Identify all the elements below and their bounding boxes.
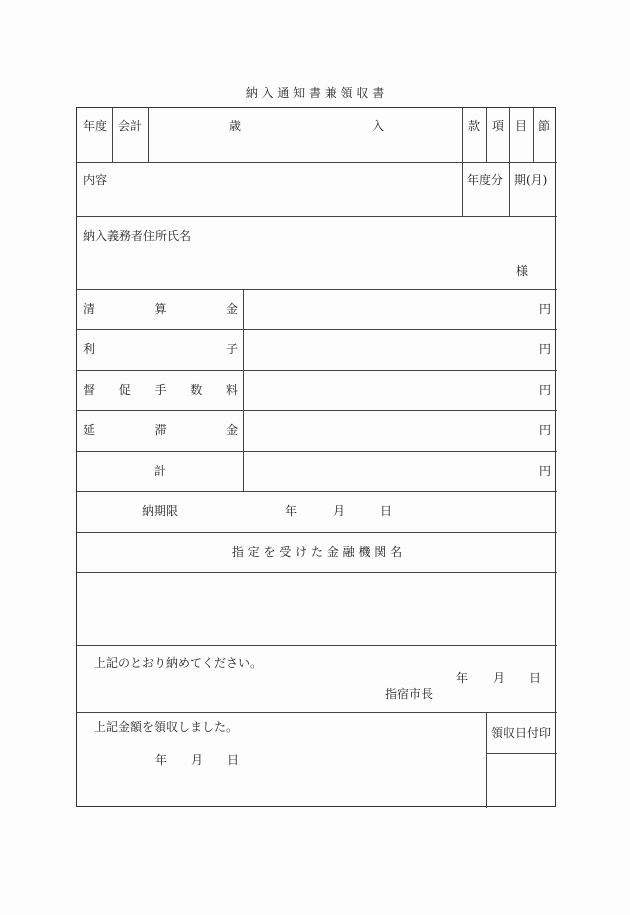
amount-unit: 円 (539, 423, 552, 437)
naiyou-label: 内容 (83, 173, 108, 187)
receipt-day: 日 (227, 753, 240, 767)
form-frame (76, 107, 556, 807)
receipt-stamp-area (487, 754, 556, 807)
amount-unit: 円 (539, 383, 552, 397)
bank-label: 指 定 を 受 け た 金 融 機 関 名 (231, 545, 403, 559)
row-divider (77, 532, 557, 533)
ki-tsuki-label: 期(月) (514, 173, 548, 187)
header-sainyu-left: 歳 (229, 119, 242, 133)
header-nendo: 年度 (83, 119, 108, 133)
col-divider (533, 108, 534, 162)
amount-char: 手 (154, 383, 167, 397)
header-setsu: 節 (538, 119, 551, 133)
row-divider (77, 370, 557, 371)
header-kou: 項 (492, 119, 505, 133)
deadline-year: 年 (285, 504, 298, 518)
amount-char: 延 (83, 423, 96, 437)
amount-char: 子 (225, 342, 238, 356)
deadline-month: 月 (333, 504, 346, 518)
amount-char: 料 (225, 383, 238, 397)
amount-unit: 円 (539, 464, 552, 478)
amount-label-tokusoku (83, 383, 238, 397)
row-divider (77, 712, 557, 713)
header-moku: 目 (515, 119, 528, 133)
notice-month: 月 (493, 671, 506, 685)
row-divider (77, 645, 557, 646)
row-divider (77, 162, 557, 163)
amount-char: 算 (154, 302, 167, 316)
form-title: 納 入 通 知 書 兼 領 収 書 (245, 86, 385, 100)
amount-char: 督 (83, 383, 96, 397)
col-divider (486, 108, 487, 162)
col-divider (509, 108, 510, 216)
amount-char: 滞 (154, 423, 167, 437)
amount-label-entaikin (83, 423, 238, 437)
row-divider (77, 216, 557, 217)
notice-day: 日 (529, 671, 542, 685)
receipt-year: 年 (155, 753, 168, 767)
amount-char: 促 (118, 383, 131, 397)
amount-label-seisankin (83, 302, 238, 316)
amount-unit: 円 (539, 302, 552, 316)
payer-label: 納入義務者住所氏名 (83, 229, 192, 243)
amount-char: 金 (225, 423, 238, 437)
receipt-month: 月 (191, 753, 204, 767)
receipt-stamp-label: 領収日付印 (491, 726, 552, 740)
header-kaikei: 会計 (118, 119, 143, 133)
amount-label-kei: 計 (154, 464, 167, 478)
receipt-message: 上記金額を領収しました。 (94, 720, 239, 734)
amount-unit: 円 (539, 342, 552, 356)
row-divider (77, 329, 557, 330)
notice-message: 上記のとおり納めてください。 (94, 656, 263, 670)
row-divider (77, 572, 557, 573)
col-divider (148, 108, 149, 162)
row-divider (77, 491, 557, 492)
payer-honorific: 様 (516, 264, 529, 278)
deadline-label: 納期限 (142, 504, 179, 518)
header-sainyu-right: 入 (372, 119, 385, 133)
col-divider (243, 289, 244, 491)
header-kan: 款 (468, 119, 481, 133)
row-divider (77, 289, 557, 290)
amount-label-rishi (83, 342, 238, 356)
nendobun-label: 年度分 (467, 173, 504, 187)
amount-char: 利 (83, 342, 96, 356)
notice-year: 年 (456, 671, 469, 685)
col-divider (462, 108, 463, 216)
amount-char: 数 (190, 383, 203, 397)
amount-char: 清 (83, 302, 96, 316)
row-divider (77, 410, 557, 411)
col-divider (112, 108, 113, 162)
row-divider (77, 451, 557, 452)
amount-char: 金 (225, 302, 238, 316)
deadline-day: 日 (380, 504, 393, 518)
notice-issuer: 指宿市長 (385, 687, 434, 701)
